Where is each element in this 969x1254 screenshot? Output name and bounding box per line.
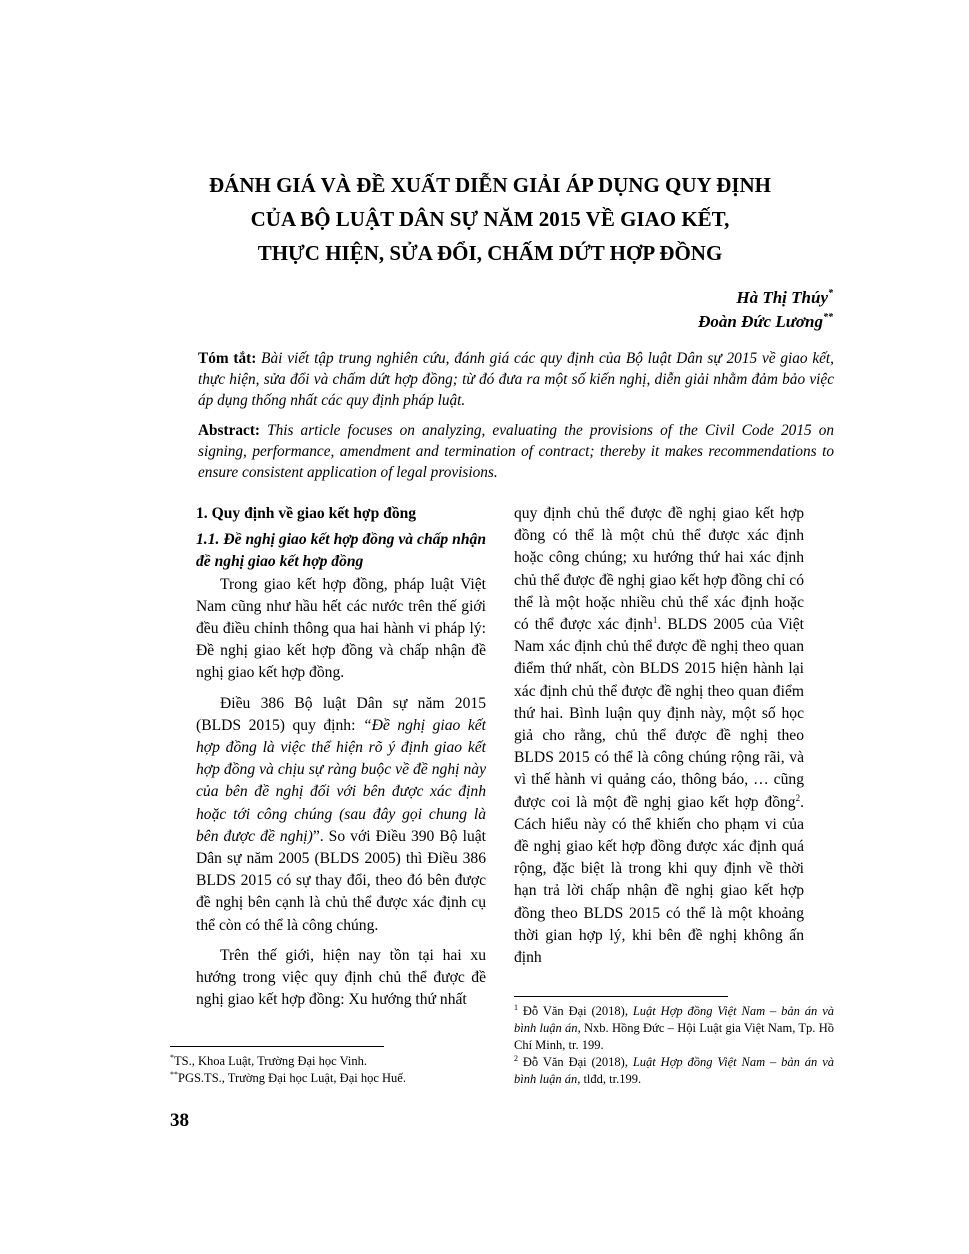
author-affiliation-1: *TS., Khoa Luật, Trường Đại học Vinh. <box>170 1053 367 1068</box>
author-2: Đoàn Đức Lương** <box>698 312 833 331</box>
footnotes-left <box>170 1046 490 1087</box>
title-line-2: CỦA BỘ LUẬT DÂN SỰ NĂM 2015 VỀ GIAO KẾT, <box>250 207 730 231</box>
abstract-text: This article focuses on analyzing, evaluating the provisions of the Civil Code 2015 on signing, performance, amendment and termination of contract; thereby it makes recommendations to ensure consistent application of legal provisions. <box>198 422 834 481</box>
summary-vietnamese <box>198 348 834 411</box>
footnote-1: $^1$ Đỗ Văn Đại (2018), Luật Hợp đồng Việt Nam – bản án và bình luận án, Nxb. Hồng Đức – Hội Luật gia Việt Nam, Tp. Hồ Chí Minh, tr. 199. <box>514 1003 835 1052</box>
author-1: Hà Thị Thúy* <box>736 288 833 307</box>
footnote-divider <box>514 996 728 997</box>
subsection-heading: 1.1. Đề nghị giao kết hợp đồng và chấp nhận đề nghị giao kết hợp đồng <box>196 531 486 571</box>
paragraph-4: quy định chủ thể được đề nghị giao kết hợp đồng có thể là một chủ thể được xác định hoặc công chúng; xu hướng thứ hai xác định chủ thể được đề nghị giao kết hợp đồng chỉ có thể là một hoặc nhiều chủ thể xác định hoặc có thể được xác định$^1$. BLDS 2005 của Việt Nam xác định chủ thể được đề nghị theo quan điểm thứ nhất, còn BLDS 2015 hiện hành lại xác định chủ thể được đề nghị theo quan điểm thứ hai. Bình luận quy định này, một số học giả cho rằng, chủ thể được đề nghị theo BLDS 2015 có thể là công chúng rộng rãi, và vì thế hành vi quảng cáo, thông báo, … cũng được coi là một đề nghị giao kết hợp đồng$^2$. Cách hiểu này có thể khiến cho phạm vi của đề nghị giao kết hợp đồng được xác định quá rộng, đặc biệt là trong khi quy định về thời hạn trả lời chấp nhận đề nghị giao kết hợp đồng theo BLDS 2015 có thể là một khoảng thời gian hợp lý, khi bên đề nghị không ấn định <box>514 505 804 967</box>
paragraph-2: Điều 386 Bộ luật Dân sự năm 2015 (BLDS 2015) quy định: “Đề nghị giao kết hợp đồng là việc thể hiện rõ ý định giao kết hợp đồng và chịu sự ràng buộc về đề nghị này của bên đề nghị đối với bên được xác định hoặc tới công chúng (sau đây gọi chung là bên được đề nghị)”. So với Điều 390 Bộ luật Dân sự năm 2005 (BLDS 2005) thì Điều 386 BLDS 2015 có sự thay đổi, theo đó bên được đề nghị bên cạnh là chủ thể được xác định cụ thể còn có thể là công chúng. <box>196 694 487 934</box>
footnote-ref-2[interactable]: 2 <box>795 792 801 803</box>
footnote-2: $^2$ Đỗ Văn Đại (2018), Luật Hợp đồng Việt Nam – bản án và bình luận án, tlđd, tr.199. <box>514 1054 835 1086</box>
abstract-label: Abstract: <box>198 422 261 439</box>
title-line-1: ĐÁNH GIÁ VÀ ĐỀ XUẤT DIỄN GIẢI ÁP DỤNG QUY ĐỊNH <box>209 173 771 197</box>
summary-label: Tóm tắt: <box>198 350 257 367</box>
footnotes-right <box>514 996 834 1088</box>
paragraph-1: Trong giao kết hợp đồng, pháp luật Việt Nam cũng như hầu hết các nước trên thế giới đều điều chỉnh thông qua hai hành vi pháp lý: Đề nghị giao kết hợp đồng và chấp nhận đề nghị giao kết hợp đồng. <box>196 575 486 682</box>
author-affiliation-2: **PGS.TS., Trường Đại học Luật, Đại học Huế. <box>170 1070 406 1085</box>
author-list <box>698 286 833 334</box>
body-column-right <box>514 503 804 969</box>
title-line-3: THỰC HIỆN, SỬA ĐỔI, CHẤM DỨT HỢP ĐỒNG <box>257 241 723 265</box>
body-column-left <box>196 503 486 1011</box>
footnote-ref-1[interactable]: 1 <box>652 615 658 626</box>
footnote-divider <box>170 1046 384 1047</box>
summary-english <box>198 420 834 483</box>
summary-text: Bài viết tập trung nghiên cứu, đánh giá các quy định của Bộ luật Dân sự 2015 về giao kết, thực hiện, sửa đổi và chấm dứt hợp đồng; từ đó đưa ra một số kiến nghị, diễn giải nhằm đảm bảo việc áp dụng thống nhất các quy định pháp luật. <box>198 350 834 409</box>
section-heading: 1. Quy định về giao kết hợp đồng <box>196 505 417 522</box>
article-title <box>140 168 840 270</box>
paragraph-3: Trên thế giới, hiện nay tồn tại hai xu hướng trong việc quy định chủ thể được đề nghị giao kết hợp đồng: Xu hướng thứ nhất <box>196 946 486 1009</box>
page-number: 38 <box>170 1110 189 1131</box>
